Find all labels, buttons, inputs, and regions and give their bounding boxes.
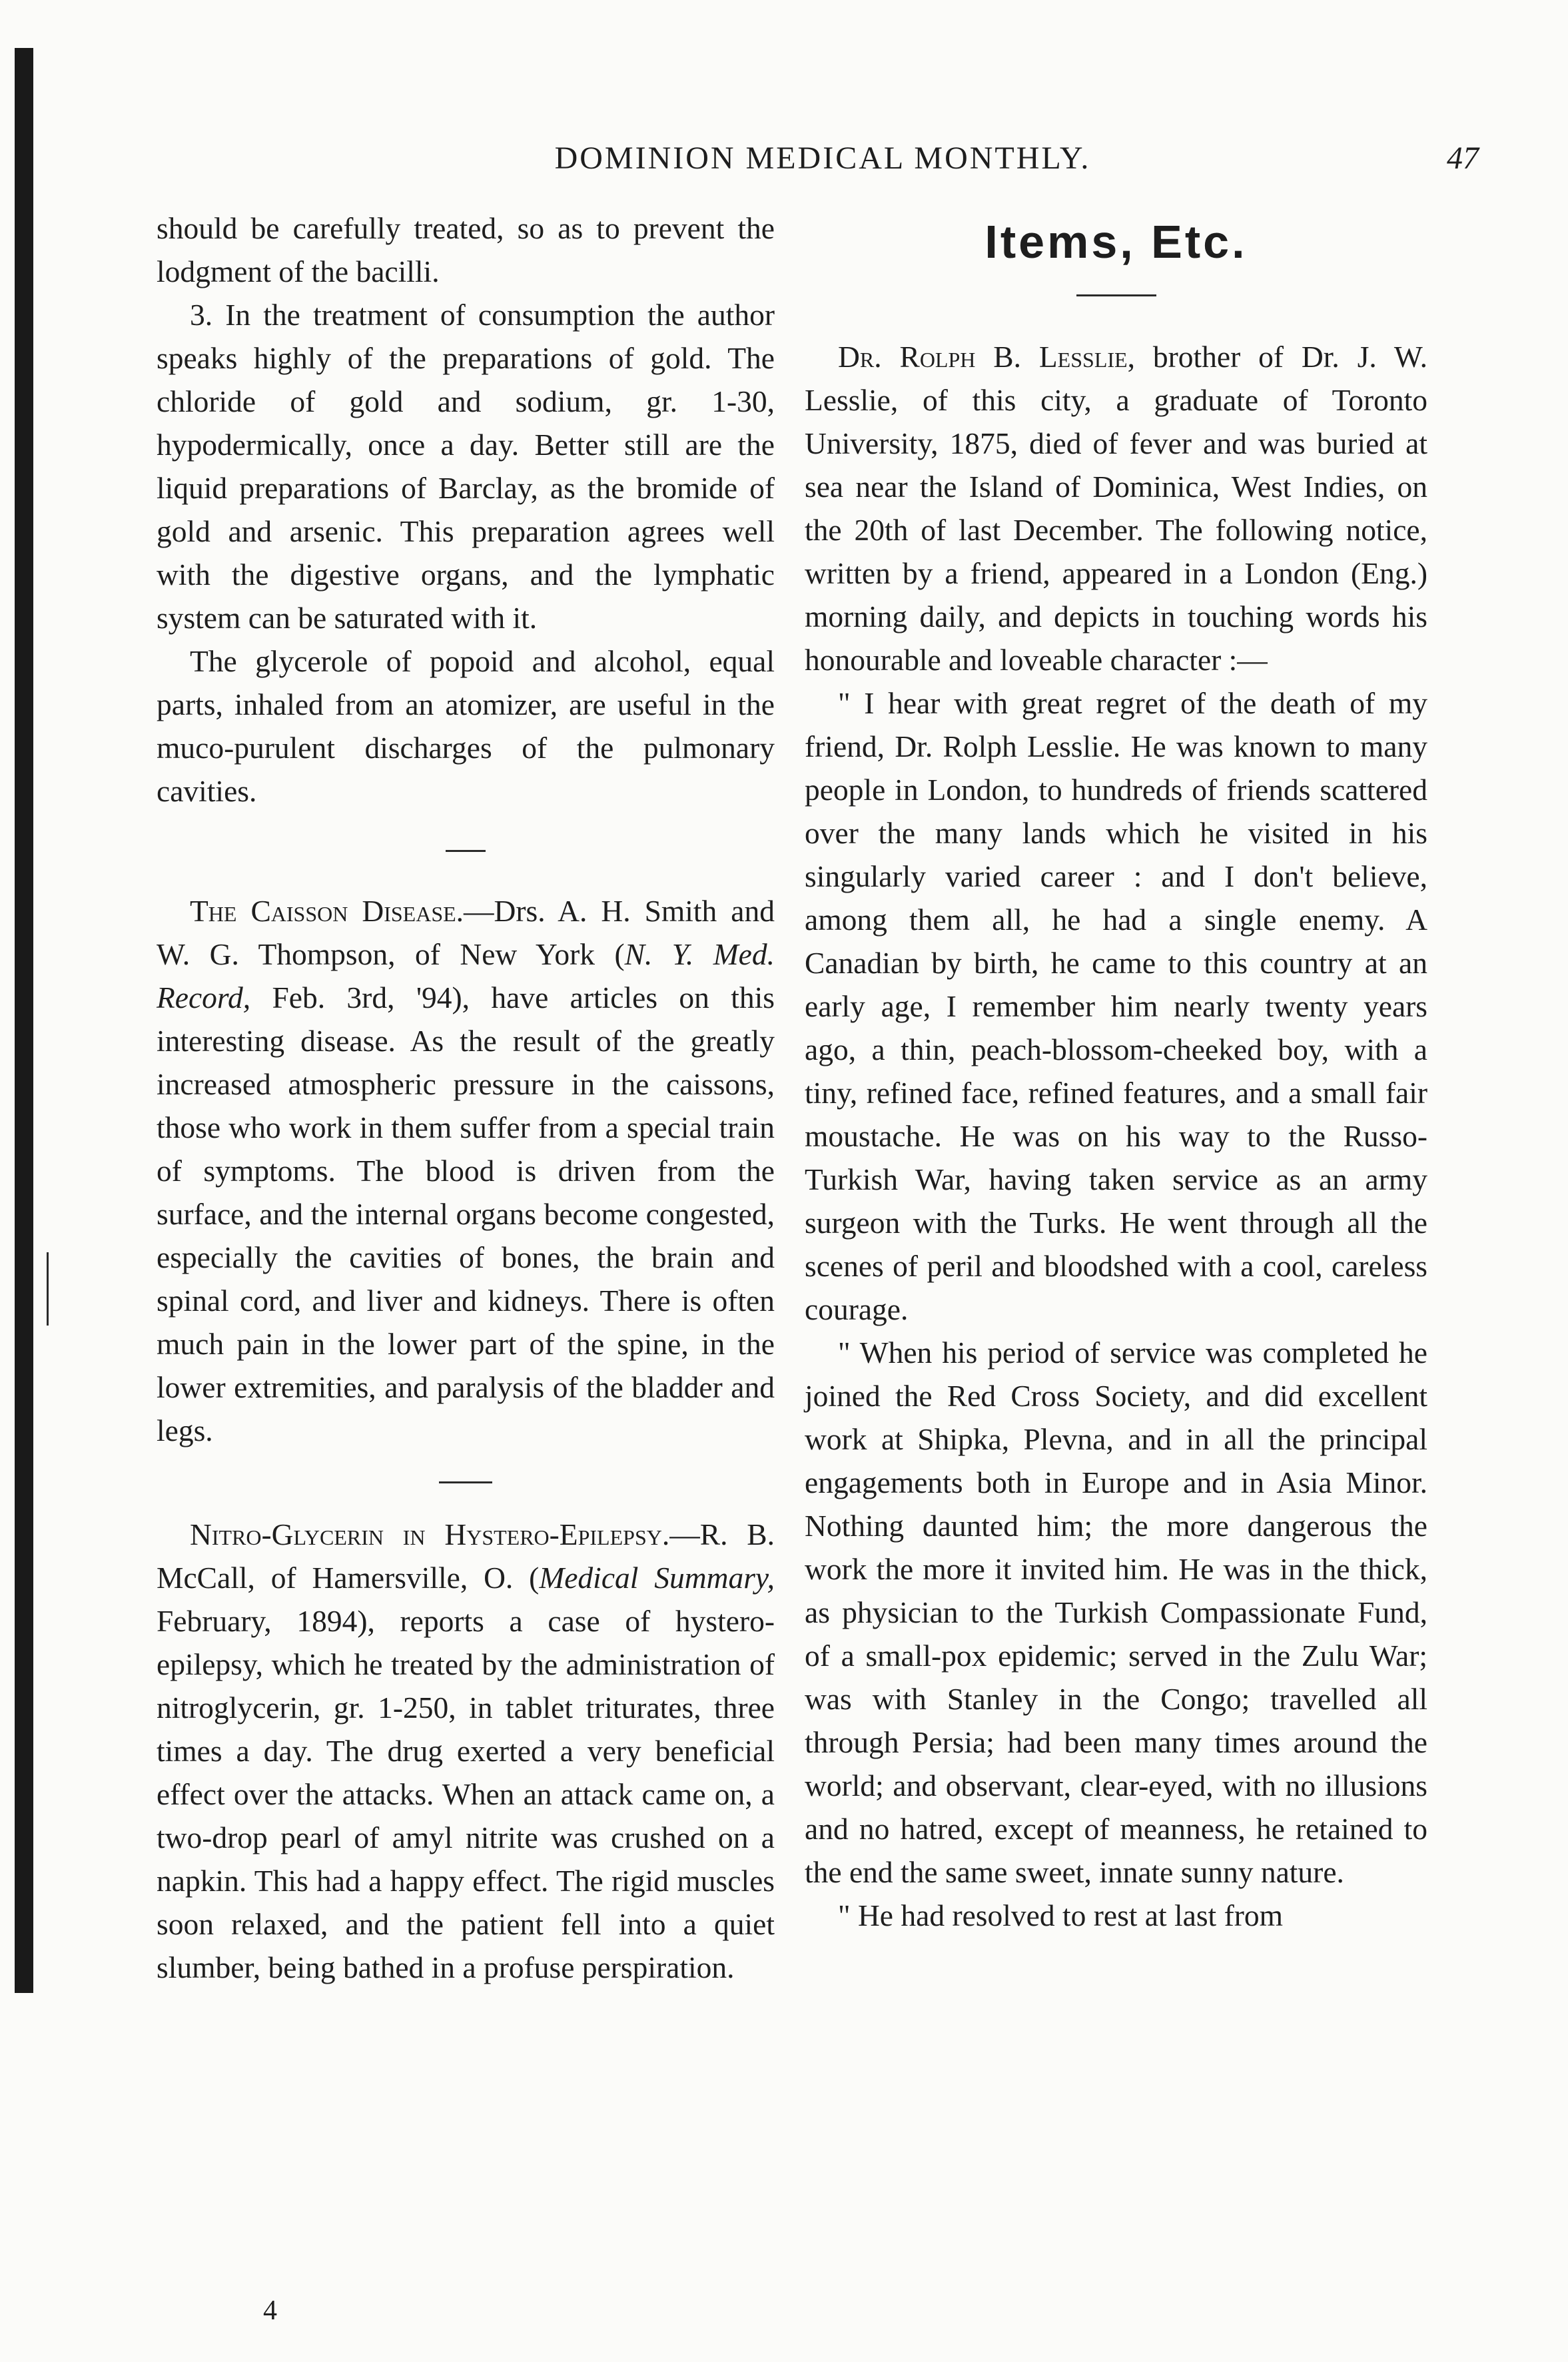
section-divider	[446, 850, 486, 852]
section-divider	[439, 1481, 492, 1483]
article-heading: The Caisson Disease.	[190, 894, 464, 928]
page-number: 47	[1447, 141, 1479, 176]
right-column	[805, 206, 1427, 1937]
article-text: —Drs. A. H. Smith and W. G. Thompson, of New York (	[157, 894, 775, 971]
quote-paragraph: " When his period of service was completed he joined the Red Cross Society, and did excellent work at Shipka, Plevna, and in all the principal engagements both in Europe and in Asia Minor. Nothing daunted him; the more dangerous the work the more it invited him. He was in the thick, as physician to the Turkish Compassionate Fund, of a small-pox epidemic; served in the Zulu War; was with Stanley in the Congo; travelled all through Persia; had been many times around the world; and observant, clear-eyed, with no illusions and no hatred, except of meanness, he retained to the end the same sweet, innate sunny nature.	[805, 1336, 1427, 1889]
journal-citation: N. Y. Med. Record,	[157, 937, 775, 1014]
paragraph-gold-treatment: 3. In the treatment of consumption the author speaks highly of the preparations of gold. The chloride of gold and sodium, gr. 1-30, hypodermically, once a day. Better still are the liquid preparations of Barclay, as the bromide of gold and arsenic. This preparation agrees well with the digestive organs, and the lymphatic system can be saturated with it.	[157, 298, 775, 635]
paragraph-continuation: should be carefully treated, so as to prevent the lodgment of the bacilli.	[157, 211, 775, 288]
article-text: brother of Dr. J. W. Lesslie, of this city, a graduate of Toronto University, 1875, died of fever and was buried at sea near the Island of Dominica, West Indies, on the 20th of last December. The following notice, written by a friend, appeared in a London (Eng.) morning daily, and depicts in touching words his honourable and loveable character :—	[805, 340, 1427, 677]
article-heading: Dr. Rolph B. Lesslie,	[838, 340, 1135, 374]
section-title: Items, Etc.	[984, 216, 1248, 268]
left-column	[157, 206, 775, 1989]
journal-citation: Medical Summary,	[539, 1561, 775, 1595]
page-header	[153, 140, 1492, 193]
scan-margin-mark	[47, 1252, 49, 1326]
quote-paragraph: " I hear with great regret of the death of my friend, Dr. Rolph Lesslie. He was known to many people in London, to hundreds of friends scattered over the many lands which he visited in his singularly varied career : and I don't believe, among them all, he had a single enemy. A Canadian by birth, he came to this country at an early age, I remember him nearly twenty years ago, a thin, peach-blossom-cheeked boy, with a tiny, refined face, refined features, and a small fair moustache. He was on his way to the Russo-Turkish War, having taken service as an army surgeon with the Turks. He went through all the scenes of peril and bloodshed with a cool, careless courage.	[805, 686, 1427, 1326]
article-caisson-disease	[157, 889, 775, 1452]
scan-binding-edge	[15, 48, 33, 1993]
paragraph-glycerole: The glycerole of popoid and alcohol, equal parts, inhaled from an atomizer, are useful in the muco-purulent discharges of the pulmonary cavities.	[157, 644, 775, 808]
signature-mark: 4	[263, 2295, 277, 2326]
article-text: Feb. 3rd, '94), have articles on this interesting disease. As the result of the greatly increased atmospheric pressure in the caissons, those who work in them suffer from a special train of symptoms. The blood is driven from the surface, and the internal organs become congested, especially the cavities of bones, the brain and spinal cord, and liver and kidneys. There is often much pain in the lower part of the spine, in the lower extremities, and paralysis of the bladder and legs.	[157, 981, 775, 1447]
article-heading: Nitro-Glycerin in Hystero-Epilepsy.	[190, 1517, 670, 1551]
article-lesslie	[805, 335, 1427, 681]
article-text: —R. B. McCall, of Hamersville, O. (	[157, 1517, 775, 1595]
article-nitro-glycerin	[157, 1513, 775, 1989]
quote-paragraph: " He had resolved to rest at last from	[838, 1898, 1284, 1932]
running-head: DOMINION MEDICAL MONTHLY.	[554, 141, 1091, 176]
section-divider	[1076, 294, 1156, 296]
article-text: February, 1894), reports a case of hystero-epilepsy, which he treated by the administration of nitroglycerin, gr. 1-250, in tablet triturates, three times a day. The drug exerted a very beneficial effect over the attacks. When an attack came on, a two-drop pearl of amyl nitrite was crushed on a napkin. This had a happy effect. The rigid muscles soon relaxed, and the patient fell into a quiet slumber, being bathed in a profuse perspiration.	[157, 1604, 775, 1984]
